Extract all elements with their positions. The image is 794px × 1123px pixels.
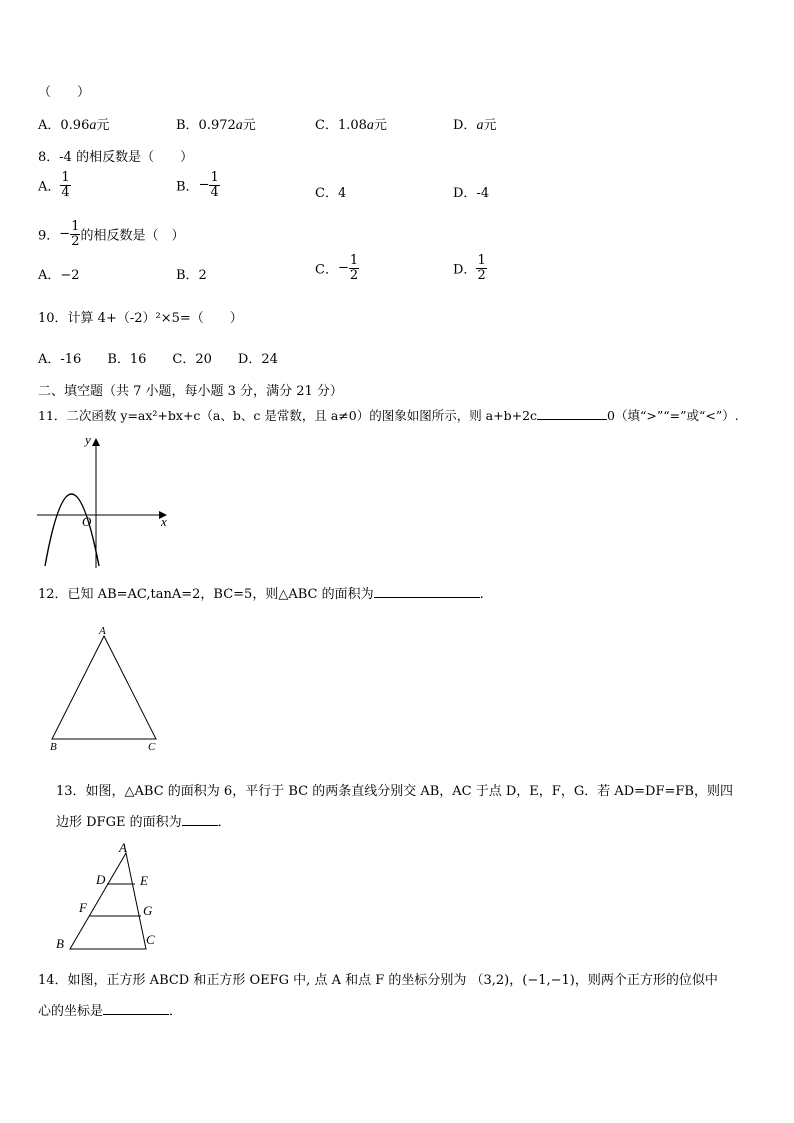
origin-label: O <box>82 514 92 529</box>
vertex-a-label: A <box>119 840 127 855</box>
fraction: $\frac{1}{2}$ <box>477 253 486 283</box>
vertex-b-label: B <box>56 936 64 951</box>
point-e-label: E <box>140 873 148 888</box>
answer-blank <box>103 1002 169 1015</box>
answer-blank <box>182 813 218 826</box>
fraction: $\frac{1}{2}$ <box>349 253 359 283</box>
vertex-b-label: B <box>50 741 57 753</box>
q9-option-d: D． $\frac{1}{2}$ <box>453 253 486 283</box>
vertex-c-label: C <box>146 932 155 947</box>
q8-option-a: A． $\frac{1}{4}$ <box>38 170 70 200</box>
q8-option-b: B．− $\frac{1}{4}$ <box>176 170 219 200</box>
q13-line2: 边形 DFGE 的面积为 ． <box>56 815 231 830</box>
fraction: $\frac{1}{4}$ <box>210 170 219 200</box>
q7-option-a: A．0.96a元 <box>38 118 110 133</box>
point-g-label: G <box>143 903 153 918</box>
q7-option-b: B．0.972a元 <box>176 118 256 133</box>
section-title: 二、填空题（共 7 小题，每小题 3 分，满分 21 分） <box>38 384 343 399</box>
parabola-curve <box>45 494 99 566</box>
answer-blank <box>537 407 607 420</box>
q12-stem: 12．已知 AB=AC,tanA=2，BC=5，则△ABC 的面积为 . <box>38 587 484 602</box>
point-f-label: F <box>79 900 87 915</box>
triangle-abc <box>45 622 170 757</box>
q9-option-b: B．2 <box>176 268 207 283</box>
axis-y-label: y <box>85 432 91 447</box>
q7-option-d: D．a元 <box>453 118 497 133</box>
q11-stem: 11．二次函数 y=ax²+bx+c（a、b、c 是常数，且 a≠0）的图象如图所示，则 a+b+2c 0（填“>”“=”或“<”）. <box>38 408 739 423</box>
parabola-graph <box>35 430 175 570</box>
q7-option-c: C．1.08a元 <box>315 118 387 133</box>
axis-x-label: x <box>161 514 167 529</box>
q9-option-a: A．−2 <box>38 268 80 283</box>
point-d-label: D <box>96 872 106 887</box>
q8-option-c: C．4 <box>315 186 347 201</box>
vertex-a-label: A <box>99 625 106 637</box>
q9-option-c: C．− $\frac{1}{2}$ <box>315 253 359 283</box>
fraction: $\frac{1}{4}$ <box>61 170 70 200</box>
q10-options: A．-16 B．16 C．20 D．24 <box>38 352 278 367</box>
q9-stem: 9．− $\frac{1}{2}$ 的相反数是（ ） <box>38 219 185 249</box>
answer-blank <box>374 585 480 598</box>
q10-stem: 10．计算 4+（-2）²×5=（ ） <box>38 311 243 326</box>
triangle-dfge <box>52 840 167 955</box>
y-axis-arrow-icon <box>92 438 100 446</box>
q14-line1: 14．如图，正方形 ABCD 和正方形 OEFG 中, 点 A 和点 F 的坐标分别为 （3,2)，(−1,−1)，则两个正方形的位似中 <box>38 973 718 988</box>
q7-paren: （ ） <box>38 85 91 100</box>
fraction: $\frac{1}{2}$ <box>71 219 80 249</box>
q8-option-d: D．-4 <box>453 186 490 201</box>
vertex-c-label: C <box>148 741 156 753</box>
triangle-shape <box>52 636 156 739</box>
q8-stem: 8．-4 的相反数是（ ） <box>38 150 194 165</box>
q13-line1: 13．如图，△ABC 的面积为 6，平行于 BC 的两条直线分别交 AB，AC 于点 D，E，F，G．若 AD=DF=FB，则四 <box>56 784 733 799</box>
q14-line2: 心的坐标是 ． <box>38 1004 183 1019</box>
